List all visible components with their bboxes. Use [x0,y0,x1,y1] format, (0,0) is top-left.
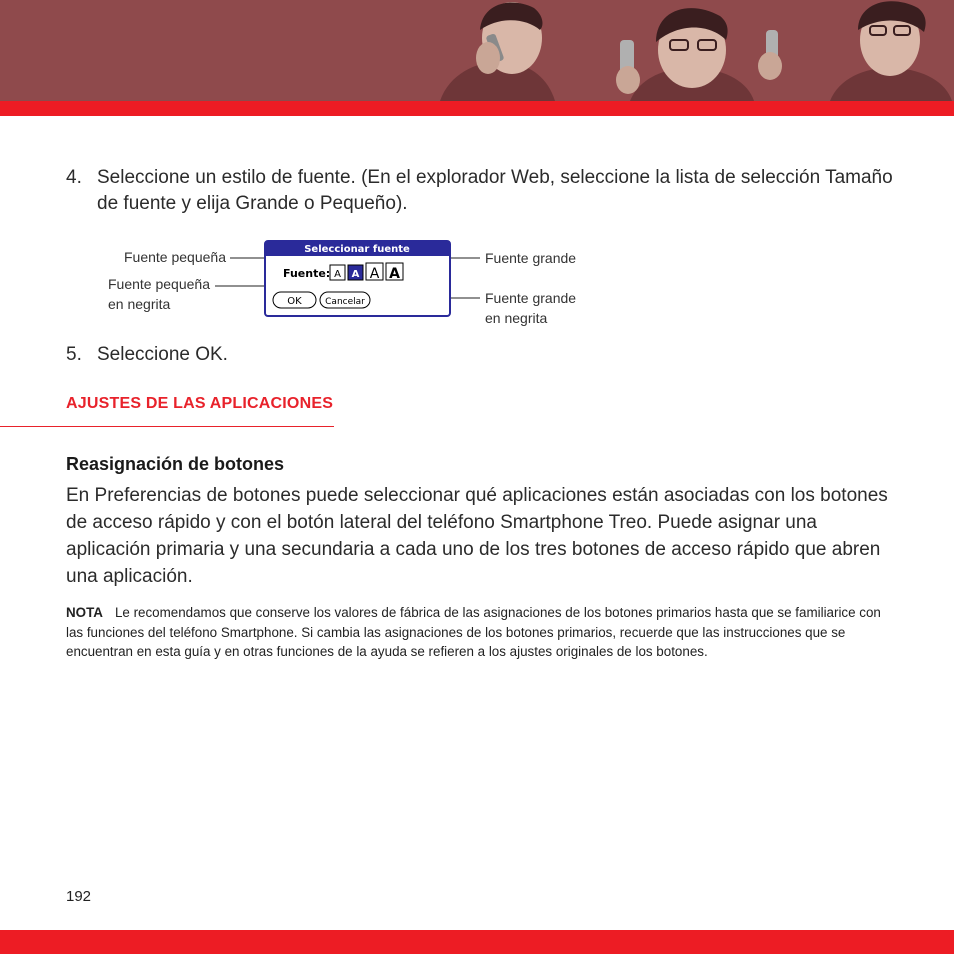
callout-small-font: Fuente pequeña [124,249,226,265]
dialog-cancel-button[interactable] [320,292,370,308]
footer-red-bar [0,930,954,954]
header-banner [0,0,954,101]
dialog-ok-button[interactable] [273,292,316,308]
glyph: A [334,269,341,280]
font-option-small-bold[interactable] [348,265,363,280]
glyph: A [351,269,360,280]
header-photo [430,0,954,101]
step-number: 5. [66,344,82,365]
callout-small-bold-line2: en negrita [108,296,171,312]
header-red-bar [0,101,954,116]
callout-large-font: Fuente grande [485,250,577,266]
ok-label: OK [287,296,302,307]
font-dialog-diagram [100,236,620,331]
callout-large-bold-line1: Fuente grande [485,290,577,306]
section-divider [0,426,334,427]
step-number: 4. [66,167,82,188]
dialog-title: Seleccionar fuente [304,244,410,255]
dialog-font-label: Fuente: [283,267,331,280]
cancel-label: Cancelar [325,297,365,307]
callout-large-bold-line2: en negrita [485,310,548,326]
page-number: 192 [66,888,92,905]
note-text: Le recomendamos que conserve los valores de fábrica de las asignaciones de los botones primarios hasta que se familiarice con las funciones del teléfono Smartphone. Si cambia las asignaciones de los botones primarios, recuerde que las instrucciones que se encuentran en esta guía y en otras funciones de la ayuda se refieren a los ajustes originales de los botones. [66,605,881,659]
glyph: A [389,266,400,282]
section-heading: AJUSTES DE LAS APLICACIONES [66,395,334,412]
font-option-small[interactable] [330,265,345,280]
note-tag: NOTA [66,605,103,620]
glyph: A [369,266,380,282]
dialog-graphic [100,236,620,331]
step-text: Seleccione OK. [97,344,228,365]
body-paragraph: En Preferencias de botones puede seleccionar qué aplicaciones están asociadas con los botones de acceso rápido y con el botón lateral del teléfono Smartphone Treo. Puede asignar una aplicación primaria y una secundaria a cada uno de los tres botones de acceso rápido que abren una aplicación. [66,485,888,587]
callout-small-bold-line1: Fuente pequeña [108,276,210,292]
font-option-large-bold[interactable] [386,263,403,282]
step-text: Seleccione un estilo de fuente. (En el explorador Web, seleccione la lista de selección Tamaño de fuente y elija Grande o Pequeño). [97,167,893,214]
font-option-large[interactable] [366,263,383,282]
note-block [66,603,896,662]
subsection-heading: Reasignación de botones [66,454,285,474]
